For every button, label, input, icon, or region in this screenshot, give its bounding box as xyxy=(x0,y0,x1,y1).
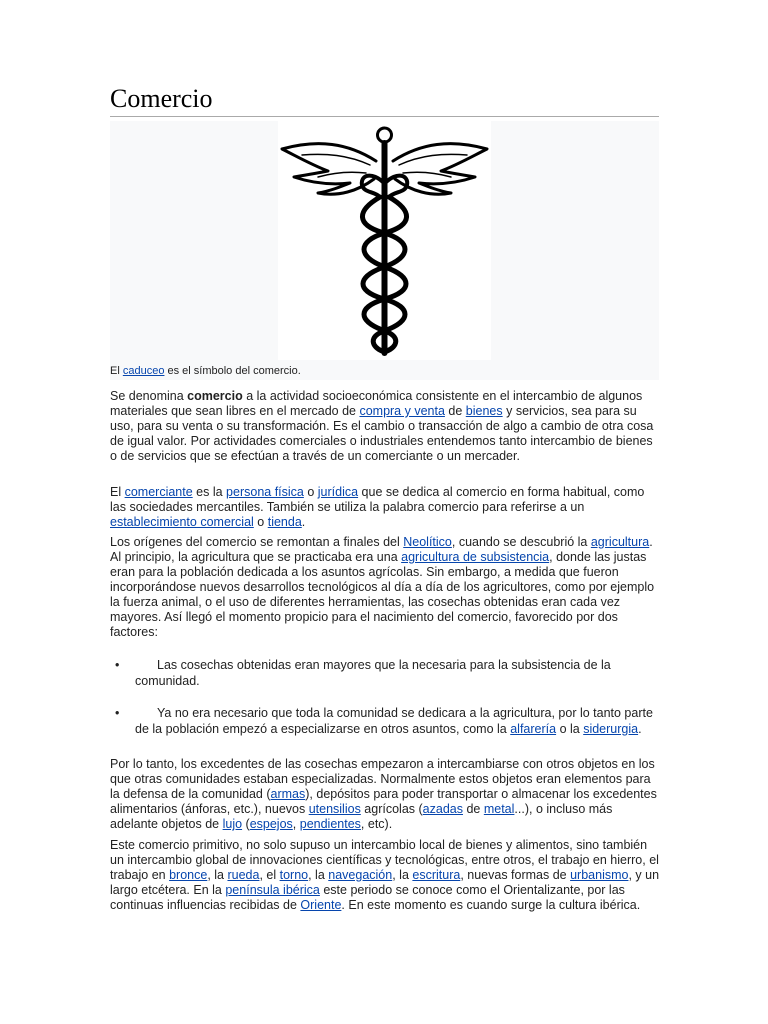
list-item-text: Las cosechas obtenidas eran mayores que la necesaria para la subsistencia de la comunidad. xyxy=(135,658,611,688)
link-utensilios[interactable]: utensilios xyxy=(308,802,361,816)
text: ...), o incluso más adelante objetos de xyxy=(110,802,613,831)
link-pendientes[interactable]: pendientes xyxy=(299,817,361,831)
text: que se dedica al comercio en forma habitual, como las sociedades mercantiles. También se utiliza la palabra comercio para referirse a un xyxy=(110,485,645,514)
bullet-icon: • xyxy=(115,706,120,720)
text: , la xyxy=(308,868,329,882)
text: ( xyxy=(242,817,250,831)
link-caduceo[interactable]: caduceo xyxy=(122,365,165,377)
link-bienes[interactable]: bienes xyxy=(465,404,503,418)
link-neolitico[interactable]: Neolítico xyxy=(403,535,452,549)
text: , el xyxy=(259,868,280,882)
text: es la xyxy=(192,485,227,499)
link-comerciante[interactable]: comerciante xyxy=(124,485,193,499)
link-siderurgia[interactable]: siderurgia xyxy=(583,722,639,736)
link-alfareria[interactable]: alfarería xyxy=(510,722,557,736)
text: o xyxy=(303,485,318,499)
text: . xyxy=(638,722,642,736)
text: a la actividad socioeconómica consistente en el intercambio de algunos materiales que sean libres en el mercado de xyxy=(110,389,643,418)
link-establecimiento-comercial[interactable]: establecimiento comercial xyxy=(110,515,254,529)
text: . En este momento es cuando surge la cultura ibérica. xyxy=(341,898,641,912)
page-title: Comercio xyxy=(110,84,213,113)
text: de xyxy=(444,404,466,418)
text: , la xyxy=(392,868,413,882)
text: Los orígenes del comercio se remontan a finales del xyxy=(110,535,404,549)
text: Se denomina xyxy=(110,389,188,403)
text: , y un largo etcétera. En la xyxy=(110,868,660,897)
link-tienda[interactable]: tienda xyxy=(267,515,302,529)
paragraph-origenes xyxy=(110,535,662,640)
text: o la xyxy=(556,722,584,736)
text: ), depósitos para poder transportar o almacenar los excedentes alimentarios (ánforas, etc.), nuevos xyxy=(110,787,657,816)
link-azadas[interactable]: azadas xyxy=(422,802,463,816)
text: Ya no era necesario que toda la comunidad se dedicara a la agricultura, por lo tanto parte de la población empezó a especializarse en otros asuntos, como la xyxy=(135,706,653,736)
paragraph-definition xyxy=(110,389,662,464)
text: . xyxy=(301,515,306,529)
text: Este comercio primitivo, no solo supuso un intercambio local de bienes y alimentos, sino también un intercambio global de innovaciones científicas y tecnológicas, entre otros, el trabajo en hierro, el trabajo en xyxy=(110,838,659,882)
caption-text: es el símbolo del comercio. xyxy=(164,365,301,377)
text: , donde las justas eran para la población dedicada a los asuntos agrícolas. Sin embargo, a medida que fueron incorporándose nuevos desarrollos tecnológicos al día a día de los agricultores, como por ejemplo la fuerza animal, o el uso de diferentes herramientas, las cosechas obtenidas eran cada vez mayores. Así llegó el momento propicio para el nacimiento del comercio, favorecido por dos factores: xyxy=(110,550,655,639)
link-navegacion[interactable]: navegación xyxy=(328,868,393,882)
link-agricultura-de-subsistencia[interactable]: agricultura de subsistencia xyxy=(401,550,550,564)
link-bronce[interactable]: bronce xyxy=(169,868,208,882)
link-urbanismo[interactable]: urbanismo xyxy=(570,868,629,882)
link-metal[interactable]: metal xyxy=(483,802,515,816)
text: y servicios, sea para su uso, para su venta o su transformación. Es el cambio o transacción de algo a cambio de otra cosa de igual valor. Por actividades comerciales o industriales entendemos tanto intercambio de bienes o de servicios que se efectúan a través de un comerciante o un mercader. xyxy=(110,404,654,463)
text: El xyxy=(110,485,125,499)
link-juridica[interactable]: jurídica xyxy=(317,485,359,499)
text: , la xyxy=(207,868,228,882)
text: , nuevas formas de xyxy=(460,868,571,882)
link-oriente[interactable]: Oriente xyxy=(300,898,342,912)
bullet-icon: • xyxy=(115,658,120,672)
paragraph-comercio-primitivo xyxy=(110,838,662,913)
title-divider xyxy=(110,116,659,117)
caduceus-figure xyxy=(110,121,659,380)
text: agrícolas ( xyxy=(360,802,423,816)
paragraph-comerciante xyxy=(110,485,662,530)
text: , xyxy=(292,817,300,831)
link-agricultura[interactable]: agricultura xyxy=(590,535,650,549)
link-compra-y-venta[interactable]: compra y venta xyxy=(359,404,445,418)
figure-caption xyxy=(110,365,301,377)
list-item-text xyxy=(135,705,662,737)
paragraph-excedentes xyxy=(110,757,662,832)
link-peninsula-iberica[interactable]: península ibérica xyxy=(225,883,320,897)
text: Por lo tanto, los excedentes de las cosechas empezaron a intercambiarse con otros objetos en los que otras comunidades estaban especializadas. Normalmente estos objetos eran elementos para la defensa de la comunidad ( xyxy=(110,757,655,801)
text: o xyxy=(253,515,268,529)
link-escritura[interactable]: escritura xyxy=(412,868,461,882)
link-lujo[interactable]: lujo xyxy=(222,817,243,831)
link-armas[interactable]: armas xyxy=(270,787,306,801)
text: , cuando se descubrió la xyxy=(451,535,591,549)
text: . Al principio, la agricultura que se practicaba era una xyxy=(110,535,653,564)
caduceus-image xyxy=(278,121,491,360)
caduceus-icon xyxy=(278,121,491,360)
text: , etc). xyxy=(360,817,393,831)
caption-text: El xyxy=(110,365,123,377)
bold-term: comercio xyxy=(187,389,243,403)
link-torno[interactable]: torno xyxy=(279,868,309,882)
link-persona-fisica[interactable]: persona física xyxy=(226,485,304,499)
link-rueda[interactable]: rueda xyxy=(227,868,260,882)
text: este periodo se conoce como el Orientalizante, por las continuas influencias recibidas de xyxy=(110,883,625,912)
link-espejos[interactable]: espejos xyxy=(249,817,293,831)
text: de xyxy=(462,802,484,816)
